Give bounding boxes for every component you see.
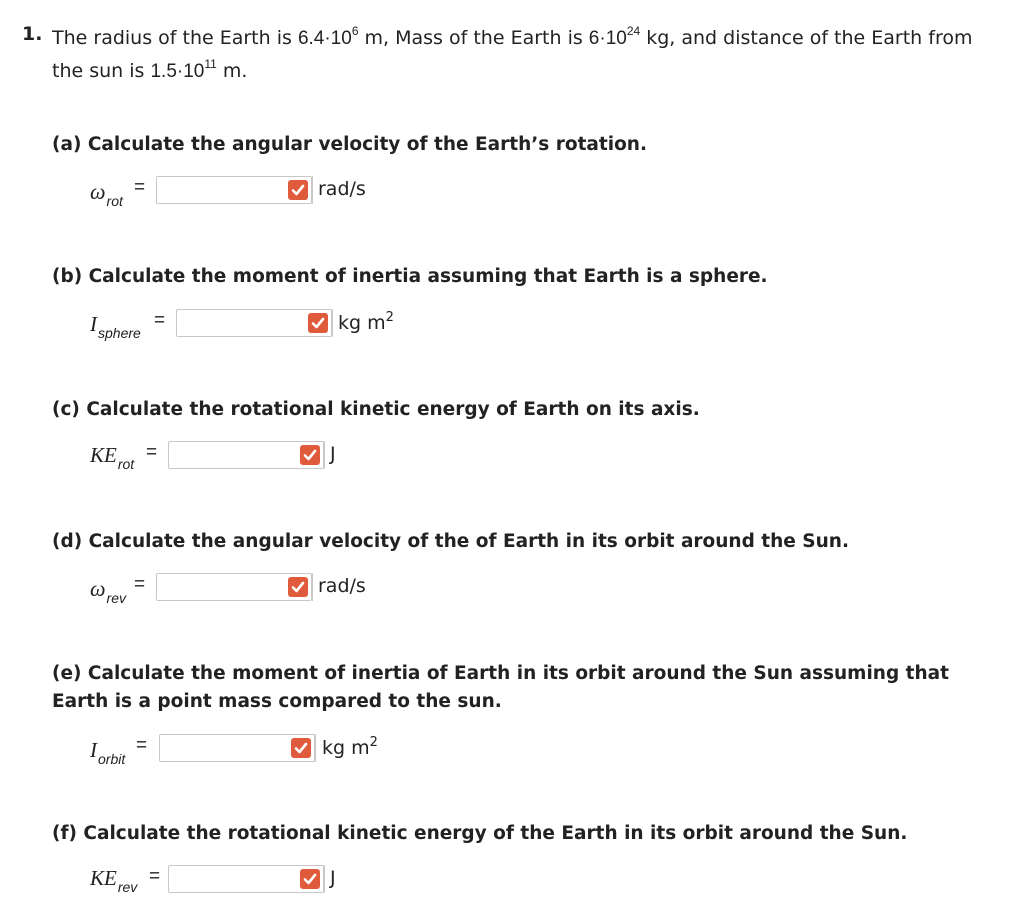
part-f-input-divider xyxy=(324,865,325,893)
part-a-check-icon xyxy=(288,180,308,200)
part-a-symbol: $\omega_{rot}$ xyxy=(90,179,123,209)
part-d-unit: rad/s xyxy=(318,575,366,597)
part-f-symbol: $KE_{rev}$ xyxy=(90,866,138,895)
part-e-equals: = xyxy=(136,735,148,756)
part-c-unit: J xyxy=(330,443,336,465)
part-d-input-divider xyxy=(312,573,313,601)
intro-text-1: The radius of the Earth is xyxy=(52,27,298,49)
part-e-unit: kg $m^2$ xyxy=(322,735,378,759)
part-a-equals: = xyxy=(134,177,146,198)
question-number: 1. xyxy=(22,23,43,45)
earth-mass-value: $6\cdot 10^{24}$ xyxy=(588,23,641,49)
part-d-equals: = xyxy=(134,574,146,595)
part-c-check-icon xyxy=(300,445,320,465)
sun-distance-value: $1.5\cdot 10^{11}$ xyxy=(150,56,217,82)
part-a-unit: rad/s xyxy=(318,178,366,200)
part-f-equals: = xyxy=(149,866,161,887)
part-c-symbol: $KE_{rot}$ xyxy=(90,443,135,472)
intro-text-2: m, Mass of the Earth is xyxy=(358,27,589,49)
part-e-input-divider xyxy=(315,734,316,762)
part-a-input-divider xyxy=(312,176,313,204)
part-d-check-icon xyxy=(288,577,308,597)
intro-text-4: m. xyxy=(216,60,248,82)
part-a-title: (a) Calculate the angular velocity of the Earth’s rotation. xyxy=(52,134,647,155)
intro-text-3: kg, and distance of the Earth from the sun is xyxy=(52,27,973,82)
part-b-unit: kg $m^2$ xyxy=(338,310,394,334)
part-c-equals: = xyxy=(146,442,158,463)
part-b-check-icon xyxy=(308,313,328,333)
part-d-title: (d) Calculate the angular velocity of the of Earth in its orbit around the Sun. xyxy=(52,531,849,552)
part-b-equals: = xyxy=(154,310,166,331)
part-f-title: (f) Calculate the rotational kinetic energy of the Earth in its orbit around the Sun. xyxy=(52,823,908,844)
part-e-check-icon xyxy=(291,738,311,758)
part-b-input-divider xyxy=(332,309,333,337)
part-c-input-divider xyxy=(324,441,325,469)
part-f-unit: J xyxy=(330,867,336,889)
part-f-check-icon xyxy=(300,869,320,889)
part-b-symbol: $I_{sphere}$ xyxy=(90,312,141,341)
part-c-title: (c) Calculate the rotational kinetic energy of Earth on its axis. xyxy=(52,399,700,420)
part-d-symbol: $\omega_{rev}$ xyxy=(90,576,126,606)
part-e-title: (e) Calculate the moment of inertia of Earth in its orbit around the Sun assuming that Earth is a point mass compared to the sun. xyxy=(52,663,949,712)
part-b-title: (b) Calculate the moment of inertia assuming that Earth is a sphere. xyxy=(52,266,768,287)
question-text xyxy=(52,22,1002,88)
earth-radius-value: $6.4\cdot 10^6$ xyxy=(297,23,359,49)
part-e-symbol: $I_{orbit}$ xyxy=(90,738,126,767)
